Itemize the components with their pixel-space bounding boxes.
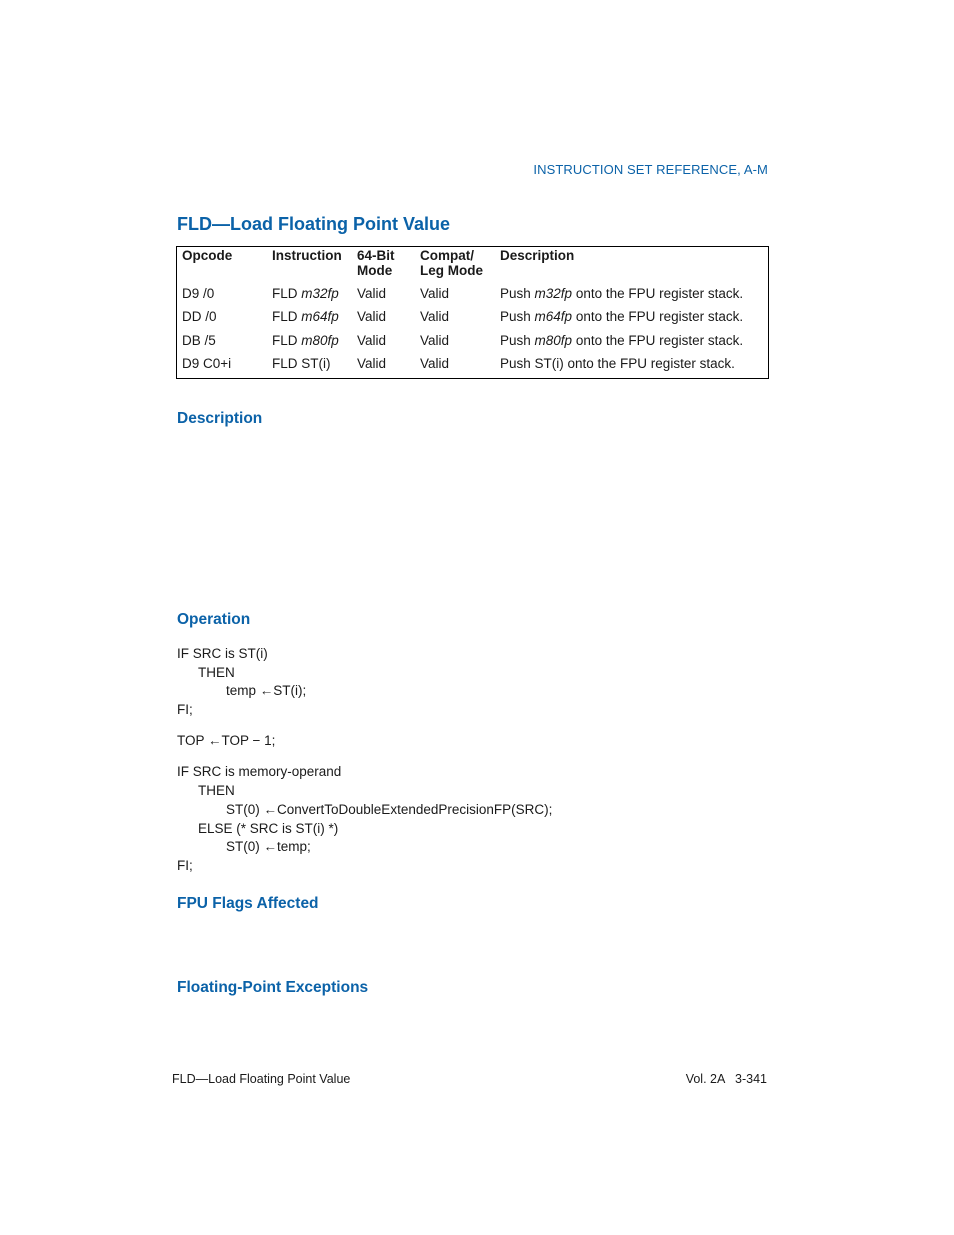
footer-title: FLD—Load Floating Point Value <box>172 1072 351 1086</box>
code-line: THEN <box>198 665 235 680</box>
section-fpu-flags-heading: FPU Flags Affected <box>177 895 319 912</box>
code-line: TOP ←TOP − 1; <box>177 733 276 748</box>
section-operation-heading: Operation <box>177 611 251 628</box>
cell-64bit: Valid <box>357 356 387 371</box>
cell-compat: Valid <box>420 356 450 371</box>
page-title: FLD—Load Floating Point Value <box>177 214 450 234</box>
code-line: ELSE (* SRC is ST(i) *) <box>198 821 339 836</box>
header-instruction: Instruction <box>272 248 342 263</box>
code-line: FI; <box>177 702 193 717</box>
desc-pre: Push <box>500 309 535 324</box>
cell-description <box>500 333 743 348</box>
instr-operand: m64fp <box>301 309 339 324</box>
desc-pre: Push ST(i) onto the FPU register stack. <box>500 356 735 371</box>
header-64bit-mode <box>357 248 395 278</box>
cell-64bit: Valid <box>357 333 387 348</box>
desc-operand: m64fp <box>534 309 573 324</box>
header-compat-line2: Leg Mode <box>420 263 483 278</box>
section-description-heading: Description <box>177 410 263 427</box>
instr-prefix: FLD <box>272 286 302 301</box>
cell-opcode: DD /0 <box>182 309 217 324</box>
cell-64bit: Valid <box>357 286 387 301</box>
code-line: IF SRC is ST(i) <box>177 646 268 661</box>
code-line: ST(0) ←ConvertToDoubleExtendedPrecisionFP(SRC); <box>226 802 553 817</box>
code-line: ST(0) ←temp; <box>226 839 311 854</box>
instr-prefix: FLD <box>272 333 302 348</box>
header-64bit-line2: Mode <box>357 263 393 278</box>
cell-compat: Valid <box>420 333 450 348</box>
instr-prefix: FLD ST(i) <box>272 356 331 371</box>
desc-post: onto the FPU register stack. <box>572 333 744 348</box>
code-line: IF SRC is memory-operand <box>177 764 342 779</box>
cell-instruction <box>272 286 339 301</box>
opcode-table <box>176 246 769 379</box>
cell-opcode: DB /5 <box>182 333 216 348</box>
footer-page-number: Vol. 2A 3-341 <box>685 1072 767 1086</box>
cell-64bit: Valid <box>357 309 387 324</box>
cell-instruction <box>272 333 339 348</box>
cell-description <box>500 309 743 324</box>
instr-prefix: FLD <box>272 309 302 324</box>
desc-post: onto the FPU register stack. <box>572 309 744 324</box>
instr-operand: m32fp <box>301 286 339 301</box>
desc-pre: Push <box>500 286 535 301</box>
cell-instruction <box>272 356 331 371</box>
cell-compat: Valid <box>420 286 450 301</box>
desc-post: onto the FPU register stack. <box>572 286 744 301</box>
cell-description <box>500 286 743 301</box>
desc-operand: m32fp <box>534 286 573 301</box>
cell-compat: Valid <box>420 309 450 324</box>
cell-opcode: D9 C0+i <box>182 356 232 371</box>
code-line: FI; <box>177 858 193 873</box>
instr-operand: m80fp <box>301 333 339 348</box>
header-opcode: Opcode <box>182 248 233 263</box>
running-head: INSTRUCTION SET REFERENCE, A-M <box>533 162 768 177</box>
header-64bit-line1: 64-Bit <box>357 248 395 263</box>
desc-pre: Push <box>500 333 535 348</box>
header-description: Description <box>500 248 575 263</box>
cell-instruction <box>272 309 339 324</box>
section-fp-exceptions-heading: Floating-Point Exceptions <box>177 979 369 996</box>
code-line: THEN <box>198 783 235 798</box>
desc-operand: m80fp <box>534 333 573 348</box>
header-compat-line1: Compat/ <box>420 248 474 263</box>
header-compat-mode <box>420 248 483 278</box>
cell-opcode: D9 /0 <box>182 286 215 301</box>
code-line: temp ←ST(i); <box>226 683 307 698</box>
cell-description <box>500 356 735 371</box>
